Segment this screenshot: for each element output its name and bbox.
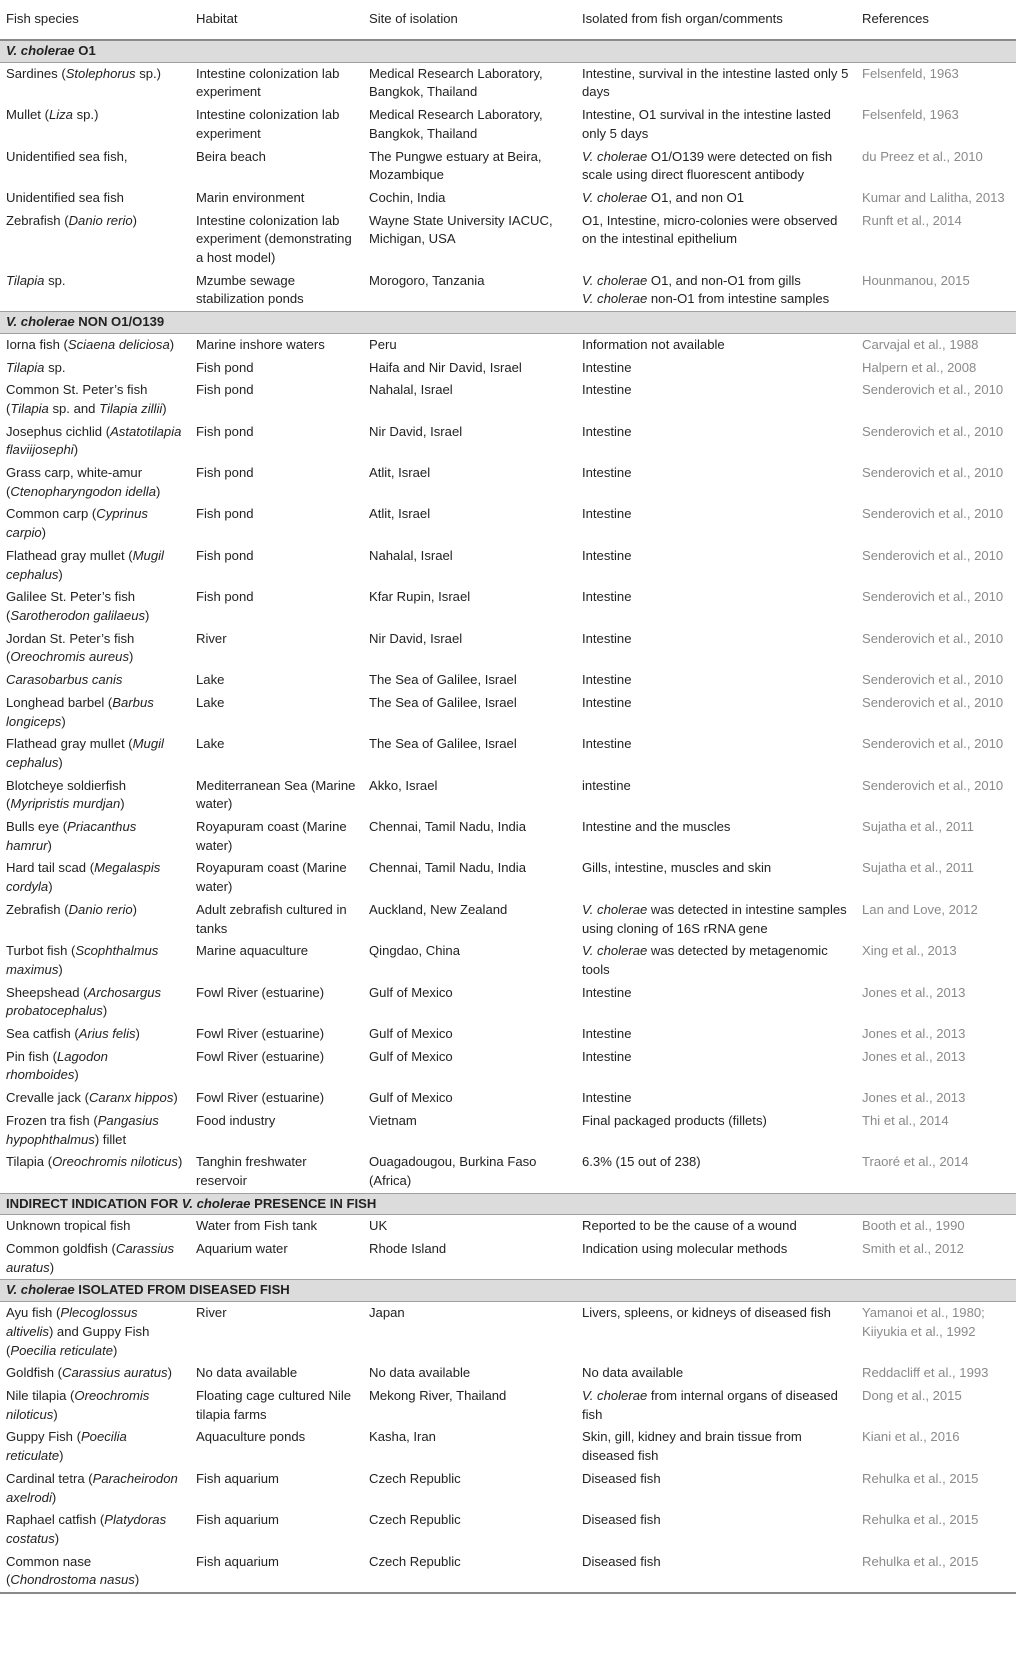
species-cell: Unidentified sea fish, bbox=[6, 148, 128, 164]
table-row bbox=[0, 1046, 1016, 1087]
table-row bbox=[0, 1215, 1016, 1238]
table-row bbox=[0, 545, 1016, 586]
species-cell: Josephus cichlid (Astatotilapia flaviijosephi) bbox=[6, 423, 182, 458]
section-title: V. cholerae ISOLATED FROM DISEASED FISH bbox=[0, 1280, 1016, 1302]
table-row bbox=[0, 379, 1016, 420]
table-row bbox=[0, 628, 1016, 669]
organ-cell: Intestine bbox=[582, 630, 632, 646]
reference-cell: Yamanoi et al., 1980; Kiiyukia et al., 1992 bbox=[862, 1305, 985, 1339]
species-cell: Crevalle jack (Caranx hippos) bbox=[6, 1090, 178, 1106]
site-cell: The Sea of Galilee, Israel bbox=[369, 672, 517, 688]
site-cell: Auckland, New Zealand bbox=[369, 901, 508, 917]
organ-cell: O1, Intestine, micro-colonies were observed on the intestinal epithelium bbox=[582, 212, 838, 247]
site-cell: Cochin, India bbox=[369, 189, 446, 205]
table-row bbox=[0, 503, 1016, 544]
organ-cell: V. cholerae was detected by metagenomic tools bbox=[582, 943, 828, 977]
section-title: V. cholerae NON O1/O139 bbox=[0, 312, 1016, 334]
reference-cell: Carvajal et al., 1988 bbox=[862, 336, 979, 352]
organ-cell: V. cholerae O1, and non-O1 from gills V. cholerae non-O1 from intestine samples bbox=[582, 272, 830, 307]
species-cell: Hard tail scad (Megalaspis cordyla) bbox=[6, 860, 161, 895]
site-cell: Atlit, Israel bbox=[369, 465, 431, 481]
table-row bbox=[0, 586, 1016, 627]
site-cell: Atlit, Israel bbox=[369, 506, 431, 522]
species-cell: Tilapia sp. bbox=[6, 272, 66, 288]
col-header-site: Site of isolation bbox=[363, 0, 576, 40]
species-cell: Grass carp, white-amur (Ctenopharyngodon idella) bbox=[6, 465, 161, 499]
habitat-cell: Fish aquarium bbox=[190, 1551, 363, 1593]
species-cell: Ayu fish (Plecoglossus altivelis) and Guppy Fish (Poecilia reticulate) bbox=[6, 1305, 150, 1358]
habitat-cell: Beira beach bbox=[196, 148, 266, 164]
habitat-cell: Fish pond bbox=[196, 382, 254, 398]
habitat-cell: Intestine colonization lab experiment bbox=[196, 107, 340, 141]
species-cell: Sea catfish (Arius felis) bbox=[6, 1026, 140, 1042]
habitat-cell: No data available bbox=[196, 1365, 298, 1381]
table-row bbox=[0, 1385, 1016, 1426]
species-cell: Bulls eye (Priacanthus hamrur) bbox=[6, 819, 137, 853]
site-cell: The Sea of Galilee, Israel bbox=[369, 694, 517, 710]
table-row bbox=[0, 210, 1016, 270]
site-cell: No data available bbox=[369, 1365, 471, 1381]
reference-cell: Jones et al., 2013 bbox=[862, 1090, 966, 1106]
table-row bbox=[0, 1110, 1016, 1151]
habitat-cell: Mediterranean Sea (Marine water) bbox=[196, 777, 356, 812]
species-cell: Common carp (Cyprinus carpio) bbox=[6, 506, 148, 541]
reference-cell: Senderovich et al., 2010 bbox=[862, 382, 1004, 398]
table-row bbox=[0, 1238, 1016, 1280]
section-title: INDIRECT INDICATION FOR V. cholerae PRESENCE IN FISH bbox=[0, 1193, 1016, 1215]
reference-cell: Jones et al., 2013 bbox=[862, 1026, 966, 1042]
species-cell: Unknown tropical fish bbox=[6, 1218, 131, 1234]
organ-cell: V. cholerae O1/O139 were detected on fish scale using direct fluorescent antibody bbox=[582, 148, 833, 183]
organ-cell: Diseased fish bbox=[582, 1512, 661, 1528]
species-cell: Zebrafish (Danio rerio) bbox=[6, 212, 138, 228]
organ-cell: Intestine, survival in the intestine lasted only 5 days bbox=[582, 65, 849, 100]
site-cell: Czech Republic bbox=[369, 1470, 461, 1486]
table-row bbox=[0, 692, 1016, 733]
col-header-fish-species: Fish species bbox=[0, 0, 190, 40]
species-cell: Sheepshead (Archosargus probatocephalus) bbox=[6, 984, 162, 1019]
site-cell: Qingdao, China bbox=[369, 943, 460, 959]
reference-cell: Dong et al., 2015 bbox=[862, 1388, 962, 1403]
site-cell: Chennai, Tamil Nadu, India bbox=[369, 860, 526, 876]
reference-cell: Senderovich et al., 2010 bbox=[862, 736, 1004, 752]
species-cell: Cardinal tetra (Paracheirodon axelrodi) bbox=[6, 1470, 178, 1505]
site-cell: Rhode Island bbox=[369, 1241, 447, 1257]
reference-cell: Halpern et al., 2008 bbox=[862, 359, 977, 375]
habitat-cell: River bbox=[196, 1305, 227, 1321]
species-cell: Pin fish (Lagodon rhomboides) bbox=[6, 1048, 108, 1083]
organ-cell: Livers, spleens, or kidneys of diseased fish bbox=[582, 1305, 831, 1321]
table-row bbox=[0, 1468, 1016, 1509]
reference-cell: Senderovich et al., 2010 bbox=[862, 547, 1004, 563]
species-cell: Carasobarbus canis bbox=[6, 672, 123, 688]
organ-cell: V. cholerae was detected in intestine samples using cloning of 16S rRNA gene bbox=[582, 901, 847, 936]
species-cell: Galilee St. Peter’s fish (Sarotherodon galilaeus) bbox=[6, 589, 150, 623]
table-row bbox=[0, 333, 1016, 356]
species-cell: Guppy Fish (Poecilia reticulate) bbox=[6, 1429, 127, 1464]
organ-cell: Gills, intestine, muscles and skin bbox=[582, 860, 772, 876]
habitat-cell: Lake bbox=[196, 736, 225, 752]
habitat-cell: Marin environment bbox=[196, 189, 305, 205]
table-body bbox=[0, 40, 1016, 1593]
reference-cell: Rehulka et al., 2015 bbox=[862, 1470, 979, 1486]
organ-cell: Diseased fish bbox=[576, 1551, 856, 1593]
habitat-cell: Floating cage cultured Nile tilapia farms bbox=[196, 1388, 352, 1422]
habitat-cell: Water from Fish tank bbox=[196, 1218, 318, 1234]
organ-cell: Intestine bbox=[582, 1048, 632, 1064]
header-row bbox=[0, 0, 1016, 40]
species-cell: Common St. Peter’s fish (Tilapia sp. and Tilapia zillii) bbox=[6, 382, 167, 416]
habitat-cell: Aquarium water bbox=[196, 1241, 288, 1257]
organ-cell: Intestine and the muscles bbox=[582, 819, 731, 835]
habitat-cell: Fowl River (estuarine) bbox=[196, 1090, 325, 1106]
species-cell: Raphael catfish (Platydoras costatus) bbox=[6, 1512, 167, 1546]
organ-cell: Intestine bbox=[582, 984, 632, 1000]
species-cell: Mullet (Liza sp.) bbox=[6, 107, 99, 123]
organ-cell: No data available bbox=[582, 1365, 684, 1381]
species-cell: Common nase (Chondrostoma nasus) bbox=[0, 1551, 190, 1593]
organ-cell: Final packaged products (fillets) bbox=[582, 1112, 767, 1128]
reference-cell: Sujatha et al., 2011 bbox=[862, 860, 974, 876]
organ-cell: Information not available bbox=[582, 336, 725, 352]
site-cell: Kasha, Iran bbox=[369, 1429, 436, 1445]
species-cell: Zebrafish (Danio rerio) bbox=[6, 901, 138, 917]
habitat-cell: River bbox=[196, 630, 227, 646]
reference-cell: Senderovich et al., 2010 bbox=[862, 777, 1004, 793]
habitat-cell: Marine aquaculture bbox=[196, 943, 309, 959]
table-row bbox=[0, 1509, 1016, 1550]
reference-cell: Sujatha et al., 2011 bbox=[862, 819, 974, 835]
site-cell: Morogoro, Tanzania bbox=[369, 272, 485, 288]
organ-cell: Intestine bbox=[582, 694, 632, 710]
reference-cell: Kumar and Lalitha, 2013 bbox=[862, 189, 1005, 205]
reference-cell: Felsenfeld, 1963 bbox=[862, 65, 959, 81]
section-header-row bbox=[0, 40, 1016, 62]
table-row bbox=[0, 187, 1016, 210]
site-cell: Vietnam bbox=[369, 1112, 417, 1128]
habitat-cell: Adult zebrafish cultured in tanks bbox=[196, 901, 347, 936]
table-row bbox=[0, 146, 1016, 187]
species-cell: Common goldfish (Carassius auratus) bbox=[6, 1241, 175, 1275]
habitat-cell: Royapuram coast (Marine water) bbox=[196, 860, 347, 895]
site-cell: Chennai, Tamil Nadu, India bbox=[369, 819, 526, 835]
section-header-row bbox=[0, 312, 1016, 334]
reference-cell: Felsenfeld, 1963 bbox=[862, 107, 959, 123]
site-cell: UK bbox=[369, 1218, 388, 1234]
site-cell: Mekong River, Thailand bbox=[369, 1388, 507, 1403]
site-cell: Medical Research Laboratory, Bangkok, Thailand bbox=[369, 107, 543, 141]
organ-cell: V. cholerae O1, and non O1 bbox=[582, 189, 745, 205]
site-cell: Czech Republic bbox=[363, 1551, 576, 1593]
species-cell: Tilapia sp. bbox=[6, 359, 66, 375]
organ-cell: Intestine bbox=[582, 359, 632, 375]
site-cell: Czech Republic bbox=[369, 1512, 461, 1528]
organ-cell: Intestine bbox=[582, 465, 632, 481]
habitat-cell: Marine inshore waters bbox=[196, 336, 325, 352]
species-cell: Flathead gray mullet (Mugil cephalus) bbox=[6, 547, 164, 582]
species-cell: Nile tilapia (Oreochromis niloticus) bbox=[6, 1388, 150, 1422]
habitat-cell: Tanghin freshwater reservoir bbox=[196, 1154, 307, 1188]
species-cell: Tilapia (Oreochromis niloticus) bbox=[6, 1154, 183, 1170]
col-header-references: References bbox=[856, 0, 1016, 40]
habitat-cell: Lake bbox=[196, 672, 225, 688]
organ-cell: Intestine bbox=[582, 672, 632, 688]
organ-cell: Intestine bbox=[582, 382, 632, 398]
reference-cell: du Preez et al., 2010 bbox=[862, 148, 983, 164]
table-row bbox=[0, 1426, 1016, 1467]
habitat-cell: Fish pond bbox=[196, 547, 254, 563]
habitat-cell: Fish pond bbox=[196, 589, 254, 605]
species-cell: Sardines (Stolephorus sp.) bbox=[6, 65, 162, 81]
table-row bbox=[0, 857, 1016, 898]
section-title: V. cholerae O1 bbox=[0, 40, 1016, 62]
species-cell: Unidentified sea fish bbox=[6, 189, 124, 205]
habitat-cell: Intestine colonization lab experiment bbox=[196, 65, 340, 100]
reference-cell: Jones et al., 2013 bbox=[862, 1048, 966, 1064]
col-header-organ: Isolated from fish organ/comments bbox=[576, 0, 856, 40]
habitat-cell: Fish aquarium bbox=[196, 1470, 279, 1486]
table-row bbox=[0, 775, 1016, 816]
site-cell: The Sea of Galilee, Israel bbox=[369, 736, 517, 752]
reference-cell: Jones et al., 2013 bbox=[862, 984, 966, 1000]
organ-cell: intestine bbox=[582, 777, 631, 793]
site-cell: The Pungwe estuary at Beira, Mozambique bbox=[369, 148, 542, 183]
site-cell: Gulf of Mexico bbox=[369, 1026, 453, 1042]
habitat-cell: Royapuram coast (Marine water) bbox=[196, 819, 347, 853]
organ-cell: Intestine bbox=[582, 736, 632, 752]
col-header-habitat: Habitat bbox=[190, 0, 363, 40]
table-row bbox=[0, 982, 1016, 1023]
organ-cell: Reported to be the cause of a wound bbox=[582, 1218, 797, 1234]
reference-cell: Senderovich et al., 2010 bbox=[862, 423, 1004, 439]
reference-cell: Hounmanou, 2015 bbox=[862, 272, 970, 288]
table-row bbox=[0, 940, 1016, 981]
organ-cell: Intestine bbox=[582, 589, 632, 605]
site-cell: Wayne State University IACUC, Michigan, USA bbox=[369, 212, 553, 247]
section-header-row bbox=[0, 1193, 1016, 1215]
organ-cell: 6.3% (15 out of 238) bbox=[582, 1154, 701, 1170]
species-cell: Flathead gray mullet (Mugil cephalus) bbox=[6, 736, 164, 770]
organ-cell: Skin, gill, kidney and brain tissue from diseased fish bbox=[582, 1429, 802, 1464]
reference-cell: Runft et al., 2014 bbox=[862, 212, 962, 228]
organ-cell: Diseased fish bbox=[582, 1470, 661, 1486]
site-cell: Nir David, Israel bbox=[369, 630, 463, 646]
site-cell: Nir David, Israel bbox=[369, 423, 463, 439]
reference-cell: Senderovich et al., 2010 bbox=[862, 630, 1004, 646]
organ-cell: Intestine, O1 survival in the intestine lasted only 5 days bbox=[582, 107, 831, 141]
species-cell: Iorna fish (Sciaena deliciosa) bbox=[6, 336, 175, 352]
habitat-cell: Fish pond bbox=[196, 506, 254, 522]
reference-cell: Rehulka et al., 2015 bbox=[856, 1551, 1016, 1593]
table-row bbox=[0, 357, 1016, 380]
site-cell: Akko, Israel bbox=[369, 777, 438, 793]
species-cell: Blotcheye soldierfish (Myripristis murdjan) bbox=[6, 777, 127, 812]
habitat-cell: Intestine colonization lab experiment (demonstrating a host model) bbox=[196, 212, 352, 266]
organ-cell: Intestine bbox=[582, 1090, 632, 1106]
reference-cell: Thi et al., 2014 bbox=[862, 1112, 949, 1128]
reference-cell: Lan and Love, 2012 bbox=[862, 901, 978, 917]
site-cell: Medical Research Laboratory, Bangkok, Thailand bbox=[369, 65, 543, 100]
table-row bbox=[0, 421, 1016, 462]
table-row bbox=[0, 1151, 1016, 1193]
site-cell: Nahalal, Israel bbox=[369, 382, 453, 398]
reference-cell: Booth et al., 1990 bbox=[862, 1218, 965, 1234]
organ-cell: Intestine bbox=[582, 506, 632, 522]
habitat-cell: Fowl River (estuarine) bbox=[196, 1048, 325, 1064]
habitat-cell: Fish pond bbox=[196, 359, 254, 375]
reference-cell: Rehulka et al., 2015 bbox=[862, 1512, 979, 1528]
table-row bbox=[0, 816, 1016, 857]
table-row bbox=[0, 270, 1016, 312]
table-row bbox=[0, 462, 1016, 503]
species-cell: Turbot fish (Scophthalmus maximus) bbox=[6, 943, 159, 977]
organ-cell: Intestine bbox=[582, 423, 632, 439]
habitat-cell: Fish pond bbox=[196, 423, 254, 439]
table-row bbox=[0, 62, 1016, 104]
reference-cell: Traoré et al., 2014 bbox=[862, 1154, 969, 1170]
reference-cell: Senderovich et al., 2010 bbox=[862, 672, 1004, 688]
table-row bbox=[0, 1362, 1016, 1385]
reference-cell: Xing et al., 2013 bbox=[862, 943, 957, 959]
site-cell: Nahalal, Israel bbox=[369, 547, 453, 563]
table-row bbox=[0, 733, 1016, 774]
habitat-cell: Fish aquarium bbox=[196, 1512, 279, 1528]
table-row bbox=[0, 1302, 1016, 1363]
site-cell: Gulf of Mexico bbox=[369, 1048, 453, 1064]
organ-cell: Intestine bbox=[582, 1026, 632, 1042]
reference-cell: Kiani et al., 2016 bbox=[862, 1429, 960, 1445]
habitat-cell: Lake bbox=[196, 694, 225, 710]
table-row bbox=[0, 1551, 1016, 1593]
habitat-cell: Fowl River (estuarine) bbox=[196, 1026, 325, 1042]
reference-cell: Senderovich et al., 2010 bbox=[862, 465, 1004, 481]
habitat-cell: Mzumbe sewage stabilization ponds bbox=[196, 272, 304, 307]
habitat-cell: Fish pond bbox=[196, 465, 254, 481]
table-row bbox=[0, 1087, 1016, 1110]
table-row bbox=[0, 899, 1016, 940]
section-header-row bbox=[0, 1280, 1016, 1302]
organ-cell: Intestine bbox=[582, 547, 632, 563]
site-cell: Haifa and Nir David, Israel bbox=[369, 359, 522, 375]
site-cell: Ouagadougou, Burkina Faso (Africa) bbox=[369, 1154, 537, 1188]
table-row bbox=[0, 104, 1016, 145]
species-cell: Jordan St. Peter’s fish (Oreochromis aureus) bbox=[6, 630, 135, 665]
organ-cell: V. cholerae from internal organs of diseased fish bbox=[582, 1388, 838, 1422]
reference-cell: Senderovich et al., 2010 bbox=[862, 506, 1004, 522]
species-cell: Frozen tra fish (Pangasius hypophthalmus) fillet bbox=[6, 1112, 159, 1147]
table-row bbox=[0, 669, 1016, 692]
site-cell: Gulf of Mexico bbox=[369, 1090, 453, 1106]
organ-cell: Indication using molecular methods bbox=[582, 1241, 788, 1257]
habitat-cell: Aquaculture ponds bbox=[196, 1429, 306, 1445]
reference-cell: Reddacliff et al., 1993 bbox=[862, 1365, 989, 1381]
species-cell: Goldfish (Carassius auratus) bbox=[6, 1365, 172, 1381]
species-cell: Longhead barbel (Barbus longiceps) bbox=[6, 694, 154, 729]
site-cell: Kfar Rupin, Israel bbox=[369, 589, 471, 605]
site-cell: Japan bbox=[369, 1305, 405, 1321]
site-cell: Peru bbox=[369, 336, 397, 352]
habitat-cell: Fowl River (estuarine) bbox=[196, 984, 325, 1000]
reference-cell: Senderovich et al., 2010 bbox=[862, 694, 1004, 710]
site-cell: Gulf of Mexico bbox=[369, 984, 453, 1000]
reference-cell: Senderovich et al., 2010 bbox=[862, 589, 1004, 605]
reference-cell: Smith et al., 2012 bbox=[862, 1241, 964, 1257]
habitat-cell: Food industry bbox=[196, 1112, 276, 1128]
table-row bbox=[0, 1023, 1016, 1046]
